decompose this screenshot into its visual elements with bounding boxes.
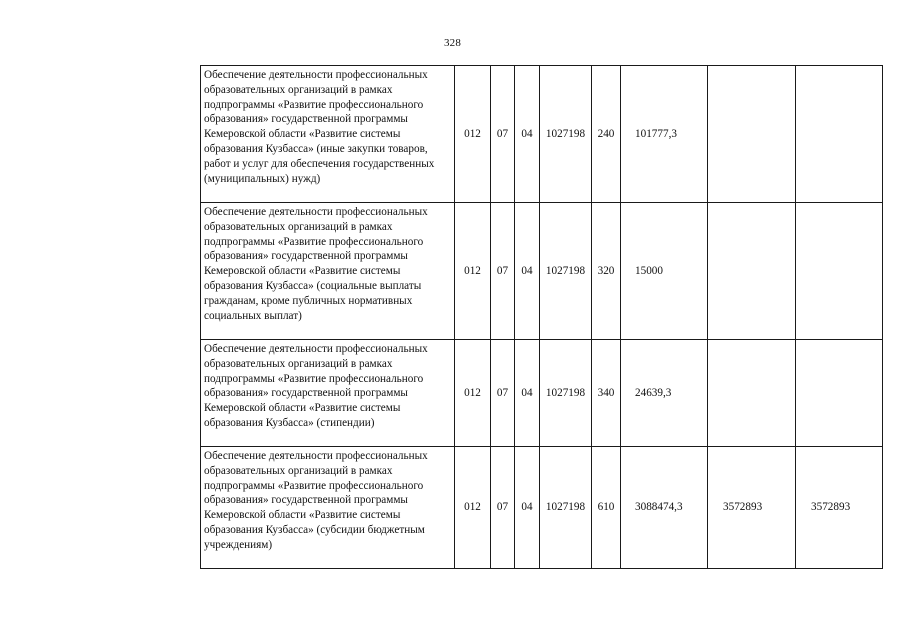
amount-year-3 xyxy=(796,66,883,203)
amount-year-3: 3572893 xyxy=(796,447,883,569)
amount-year-2 xyxy=(708,203,796,340)
ministry-code: 012 xyxy=(455,447,491,569)
target-code: 1027198 xyxy=(540,66,592,203)
expense-type-code: 340 xyxy=(592,340,621,447)
amount-year-2 xyxy=(708,340,796,447)
section-code: 07 xyxy=(491,340,515,447)
amount-year-3 xyxy=(796,203,883,340)
target-code: 1027198 xyxy=(540,203,592,340)
ministry-code: 012 xyxy=(455,66,491,203)
amount-year-2: 3572893 xyxy=(708,447,796,569)
amount-year-1: 101777,3 xyxy=(621,66,708,203)
section-code: 07 xyxy=(491,447,515,569)
amount-year-3 xyxy=(796,340,883,447)
expense-name: Обеспечение деятельности профессиональных образовательных организаций в рамках подпрограммы «Развитие профессионального образования» государственной программы Кемеровской области «Развитие системы образования Кузбасса» (социальные выплаты гражданам, кроме публичных нормативных социальных выплат) xyxy=(201,203,455,340)
subsection-code: 04 xyxy=(515,340,540,447)
target-code: 1027198 xyxy=(540,447,592,569)
subsection-code: 04 xyxy=(515,203,540,340)
budget-table xyxy=(200,65,883,569)
ministry-code: 012 xyxy=(455,203,491,340)
subsection-code: 04 xyxy=(515,447,540,569)
amount-year-1: 15000 xyxy=(621,203,708,340)
table-row xyxy=(201,203,883,340)
section-code: 07 xyxy=(491,203,515,340)
target-code: 1027198 xyxy=(540,340,592,447)
expense-name: Обеспечение деятельности профессиональных образовательных организаций в рамках подпрограммы «Развитие профессионального образования» государственной программы Кемеровской области «Развитие системы образования Кузбасса» (субсидии бюджетным учреждениям) xyxy=(201,447,455,569)
amount-year-1: 24639,3 xyxy=(621,340,708,447)
ministry-code: 012 xyxy=(455,340,491,447)
expense-name: Обеспечение деятельности профессиональных образовательных организаций в рамках подпрограммы «Развитие профессионального образования» государственной программы Кемеровской области «Развитие системы образования Кузбасса» (стипендии) xyxy=(201,340,455,447)
expense-name: Обеспечение деятельности профессиональных образовательных организаций в рамках подпрограммы «Развитие профессионального образования» государственной программы Кемеровской области «Развитие системы образования Кузбасса» (иные закупки товаров, работ и услуг для обеспечения государственных (муниципальных) нужд) xyxy=(201,66,455,203)
expense-type-code: 240 xyxy=(592,66,621,203)
table-row xyxy=(201,66,883,203)
amount-year-2 xyxy=(708,66,796,203)
subsection-code: 04 xyxy=(515,66,540,203)
page-number: 328 xyxy=(443,37,462,49)
expense-type-code: 320 xyxy=(592,203,621,340)
table-row xyxy=(201,447,883,569)
amount-year-1: 3088474,3 xyxy=(621,447,708,569)
expense-type-code: 610 xyxy=(592,447,621,569)
table-row xyxy=(201,340,883,447)
section-code: 07 xyxy=(491,66,515,203)
